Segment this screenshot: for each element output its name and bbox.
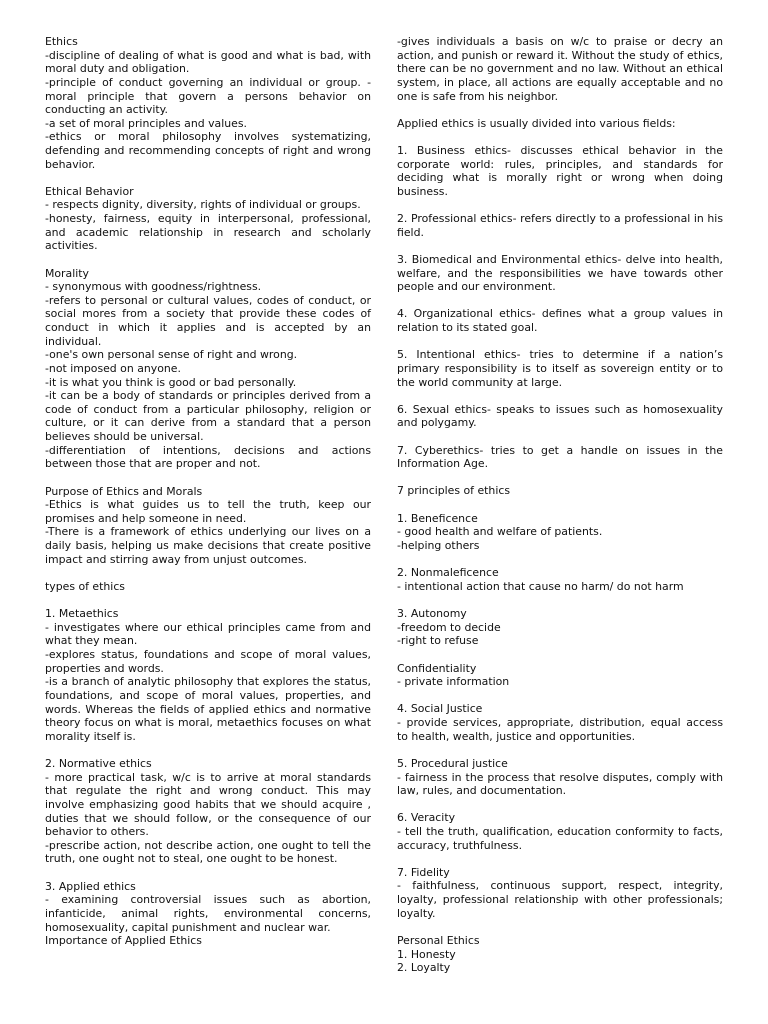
paragraph-gap	[397, 798, 723, 812]
text-line: 6. Sexual ethics- speaks to issues such as homosexuality and polygamy.	[397, 402, 723, 430]
text-line: Ethical Behavior	[45, 184, 134, 198]
paragraph-gap	[45, 566, 371, 580]
text-line: -principle of conduct governing an individual or group. - moral principle that govern a persons behavior on conducting an activity.	[45, 75, 371, 117]
text-line: -gives individuals a basis on w/c to praise or decry an action, and punish or reward it. Without the study of ethics, there can be no government and no law. Without an ethical system, in place, all actions are equally acceptable and no one is safe from his neighbor.	[397, 35, 723, 103]
text-line: Morality	[45, 266, 89, 280]
paragraph-gap	[397, 648, 723, 662]
text-line: - investigates where our ethical principles came from and what they mean.	[45, 620, 371, 648]
text-line: 4. Social Justice	[397, 702, 483, 716]
paragraph-gap	[45, 253, 371, 267]
text-line: 7. Fidelity	[397, 865, 450, 879]
text-line: Purpose of Ethics and Morals	[45, 484, 203, 498]
text-line: 1. Honesty	[397, 947, 456, 961]
paragraph-gap	[397, 498, 723, 512]
paragraph-gap	[397, 294, 723, 308]
paragraph-gap	[397, 239, 723, 253]
text-line: -one's own personal sense of right and wrong.	[45, 348, 298, 362]
text-line: 5. Intentional ethics- tries to determine if a nation’s primary responsibility is to itself as sovereign entity or to the world community at large.	[397, 348, 723, 389]
text-line: -not imposed on anyone.	[45, 361, 181, 375]
paragraph-gap	[397, 920, 723, 934]
text-line: - faithfulness, continuous support, respect, integrity, loyalty, professional relationship with other professionals; loyalty.	[397, 879, 723, 920]
text-line: - synonymous with goodness/rightness.	[45, 280, 262, 294]
paragraph-gap	[397, 471, 723, 485]
text-line: Ethics	[45, 35, 78, 48]
text-line: -Ethics is what guides us to tell the truth, keep our promises and help someone in need.	[45, 498, 371, 525]
text-line: - intentional action that cause no harm/ do not harm	[397, 579, 684, 593]
paragraph-gap	[397, 389, 723, 403]
text-line: 3. Autonomy	[397, 607, 467, 621]
paragraph-gap	[397, 430, 723, 444]
paragraph-gap	[397, 593, 723, 607]
text-line: -differentiation of intentions, decisions and actions between those that are proper and not.	[45, 443, 371, 471]
paragraph-gap	[45, 594, 371, 608]
text-line: -refers to personal or cultural values, codes of conduct, or social mores from a society that provide these codes of conduct in which it applies and is accepted by an individual.	[45, 293, 371, 348]
paragraph-gap	[397, 852, 723, 866]
text-line: 1. Beneficence	[397, 511, 478, 525]
text-line: 7 principles of ethics	[397, 484, 511, 498]
paragraph-gap	[45, 866, 371, 880]
text-line: -freedom to decide	[397, 620, 501, 634]
text-line: -honesty, fairness, equity in interpersonal, professional, and academic relationship in research and scholarly activities.	[45, 212, 371, 253]
paragraph-gap	[397, 335, 723, 349]
text-line: -is a branch of analytic philosophy that explores the status, foundations, and scope of moral values, properties, and words. Whereas the fields of applied ethics and normative theory focus on what is moral, metaethics focuses on what morality itself is.	[45, 675, 371, 743]
text-line: -prescribe action, not describe action, one ought to tell the truth, one ought not to steal, one ought to be honest.	[45, 838, 371, 866]
text-line: 3. Biomedical and Environmental ethics- delve into health, welfare, and the responsibilities we have towards other people and our environment.	[397, 252, 723, 294]
text-line: -explores status, foundations and scope of moral values, properties and words.	[45, 648, 371, 675]
left-text-column	[45, 35, 371, 948]
text-line: -right to refuse	[397, 634, 479, 648]
text-line: 1. Metaethics	[45, 607, 119, 621]
text-line: - fairness in the process that resolve disputes, comply with law, rules, and documentation.	[397, 770, 723, 798]
text-line: 2. Nonmaleficence	[397, 566, 499, 580]
text-line: Importance of Applied Ethics	[45, 934, 202, 948]
text-line: 5. Procedural justice	[397, 756, 508, 770]
text-line: 2. Loyalty	[397, 961, 451, 975]
text-line: - private information	[397, 675, 510, 689]
text-line: -ethics or moral philosophy involves systematizing, defending and recommending concepts of right and wrong behavior.	[45, 130, 371, 171]
paragraph-gap	[45, 171, 371, 185]
paragraph-gap	[397, 553, 723, 567]
text-line: types of ethics	[45, 579, 125, 593]
text-line: -discipline of dealing of what is good and what is bad, with moral duty and obligation.	[45, 48, 371, 76]
paragraph-gap	[397, 689, 723, 703]
paragraph-gap	[397, 130, 723, 144]
paragraph-gap	[45, 471, 371, 485]
text-line: 2. Professional ethics- refers directly to a professional in his field.	[397, 212, 723, 239]
text-line: - examining controversial issues such as abortion, infanticide, animal rights, environmental concerns, homosexuality, capital punishment and nuclear war.	[45, 893, 371, 934]
text-line: 6. Veracity	[397, 811, 456, 825]
text-line: -There is a framework of ethics underlying our lives on a daily basis, helping us make decisions that create positive impact and stirring away from unjust outcomes.	[45, 525, 371, 566]
paragraph-gap	[397, 743, 723, 757]
text-line: - more practical task, w/c is to arrive at moral standards that regulate the right and wrong conduct. This may involve emphasizing good habits that we should acquire , duties that we should follow, or the consequence of our behavior to others.	[45, 770, 371, 839]
paragraph-gap	[397, 103, 723, 117]
text-line: - provide services, appropriate, distribution, equal access to health, wealth, justice and opportunities.	[397, 716, 723, 743]
text-line: - respects dignity, diversity, rights of individual or groups.	[45, 198, 361, 212]
text-line: 7. Cyberethics- tries to get a handle on issues in the Information Age.	[397, 443, 723, 471]
right-text-column	[397, 35, 723, 975]
text-line: -it can be a body of standards or principles derived from a code of conduct from a particular philosophy, religion or culture, or it can derive from a standard that a person believes should be universal.	[45, 389, 371, 444]
text-line: -it is what you think is good or bad personally.	[45, 375, 297, 389]
text-line: 2. Normative ethics	[45, 757, 152, 771]
text-line: -helping others	[397, 538, 480, 552]
text-line: 1. Business ethics- discusses ethical behavior in the corporate world: rules, principles, and standards for deciding what is morally right or wrong when doing business.	[397, 143, 723, 198]
text-line: - good health and welfare of patients.	[397, 525, 603, 539]
text-line: 4. Organizational ethics- defines what a group values in relation to its stated goal.	[397, 307, 723, 335]
text-line: Confidentiality	[397, 661, 477, 675]
text-line: - tell the truth, qualification, education conformity to facts, accuracy, truthfulness.	[397, 825, 723, 852]
paragraph-gap	[397, 198, 723, 212]
text-line: -a set of moral principles and values.	[45, 116, 247, 130]
text-line: Personal Ethics	[397, 933, 480, 947]
text-line: 3. Applied ethics	[45, 879, 136, 893]
text-line: Applied ethics is usually divided into various fields:	[397, 116, 676, 130]
paragraph-gap	[45, 743, 371, 757]
